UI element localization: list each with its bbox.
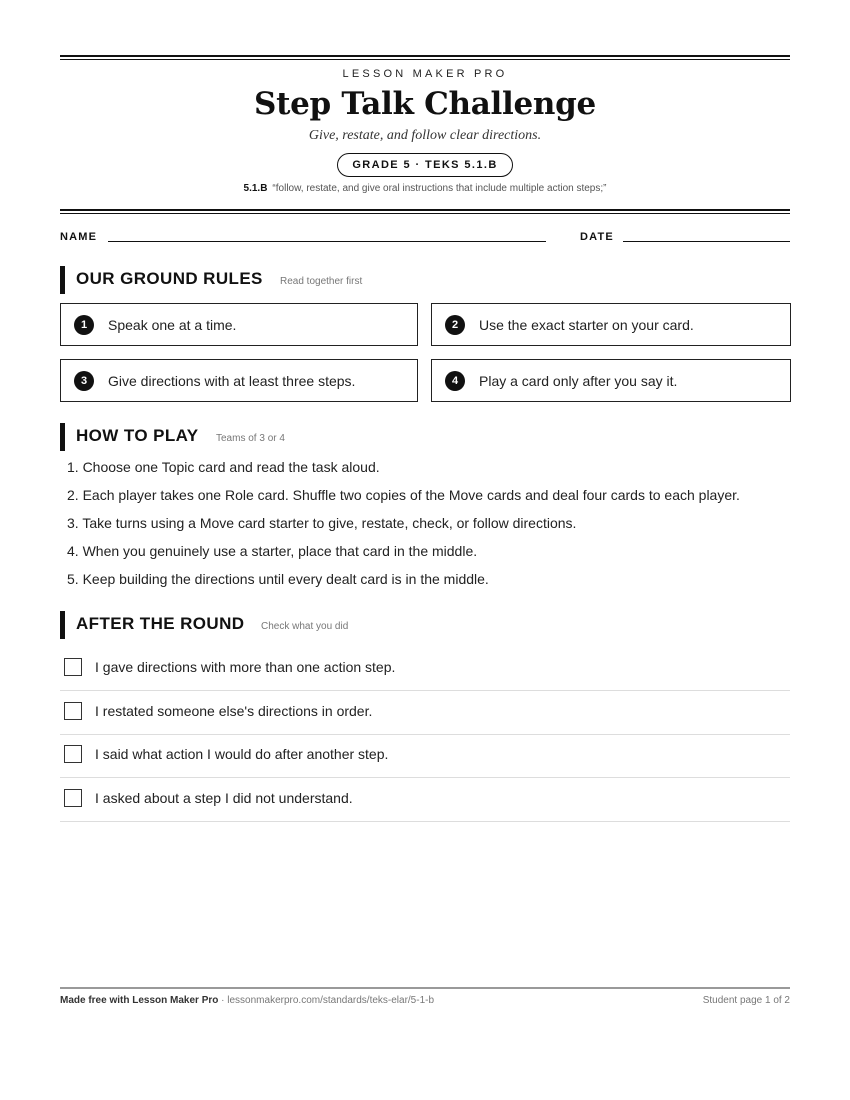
page-subtitle: Give, restate, and follow clear directions.	[308, 128, 542, 143]
checkbox[interactable]	[64, 745, 82, 763]
section-title: OUR GROUND RULES	[76, 269, 263, 288]
rule-number-badge: 1	[74, 315, 94, 335]
grade-badge-wrap	[60, 153, 790, 177]
section-bar	[60, 266, 65, 294]
rule-number-badge: 4	[445, 371, 465, 391]
checklist-row	[60, 691, 790, 735]
checklist-text: I said what action I would do after another step.	[95, 746, 389, 762]
standard-code: 5.1.B	[243, 183, 268, 194]
checkbox[interactable]	[64, 658, 82, 676]
grade-badge: GRADE 5 · TEKS 5.1.B	[337, 153, 512, 177]
checkbox[interactable]	[64, 702, 82, 720]
rule-number-badge: 3	[74, 371, 94, 391]
rule-text: Give directions with at least three steps.	[108, 373, 356, 389]
name-date-row	[60, 229, 790, 245]
section-note: Teams of 3 or 4	[216, 433, 285, 444]
checklist-text: I asked about a step I did not understand.	[95, 790, 353, 806]
footer-url[interactable]: · lessonmakerpro.com/standards/teks-elar/5-1-b	[218, 995, 435, 1006]
checkbox[interactable]	[64, 789, 82, 807]
ground-rules-heading	[60, 266, 790, 294]
rule-number-badge: 2	[445, 315, 465, 335]
list-item: 5. Keep building the directions until every dealt card is in the middle.	[67, 571, 489, 587]
section-bar	[60, 423, 65, 451]
list-item: 4. When you genuinely use a starter, place that card in the middle.	[67, 543, 478, 559]
footer-rule	[60, 987, 790, 989]
section-note: Check what you did	[261, 621, 349, 632]
ground-rule-card	[60, 359, 418, 402]
rule-text: Use the exact starter on your card.	[479, 317, 694, 333]
rule-text: Speak one at a time.	[108, 317, 237, 333]
list-item: 2. Each player takes one Role card. Shuffle two copies of the Move cards and deal four cards to each player.	[67, 487, 740, 503]
page-title: Step Talk Challenge	[254, 86, 596, 122]
top-double-rule	[60, 55, 790, 60]
section-title: AFTER THE ROUND	[76, 614, 245, 633]
date-label: DATE	[580, 231, 614, 243]
section-bar	[60, 611, 65, 639]
date-field[interactable]	[623, 240, 790, 242]
ground-rule-card	[431, 303, 791, 346]
header-bottom-rule	[60, 209, 790, 214]
list-item: 1. Choose one Topic card and read the task aloud.	[67, 459, 380, 475]
footer-credit	[60, 995, 434, 1006]
brand-name: LESSON MAKER PRO	[342, 68, 508, 80]
list-item: 3. Take turns using a Move card starter to give, restate, check, or follow directions.	[67, 515, 577, 531]
checklist-row	[60, 734, 790, 778]
how-to-play-heading	[60, 423, 790, 451]
ground-rule-card	[60, 303, 418, 346]
rule-text: Play a card only after you say it.	[479, 373, 678, 389]
name-field[interactable]	[108, 240, 546, 242]
name-label: NAME	[60, 231, 98, 243]
checklist-text: I gave directions with more than one action step.	[95, 659, 396, 675]
checklist-text: I restated someone else's directions in order.	[95, 703, 373, 719]
ground-rule-card	[431, 359, 791, 402]
standard-line	[60, 183, 790, 194]
how-to-play-steps	[67, 458, 797, 598]
checklist-row	[60, 778, 790, 822]
section-title: HOW TO PLAY	[76, 426, 199, 445]
footer-made-with: Made free with Lesson Maker Pro	[60, 995, 219, 1006]
after-round-heading	[60, 611, 790, 639]
checklist-row	[60, 647, 790, 691]
section-note: Read together first	[280, 276, 363, 287]
standard-text: “follow, restate, and give oral instructions that include multiple action steps;”	[272, 183, 607, 194]
footer-page-number: Student page 1 of 2	[702, 995, 790, 1006]
